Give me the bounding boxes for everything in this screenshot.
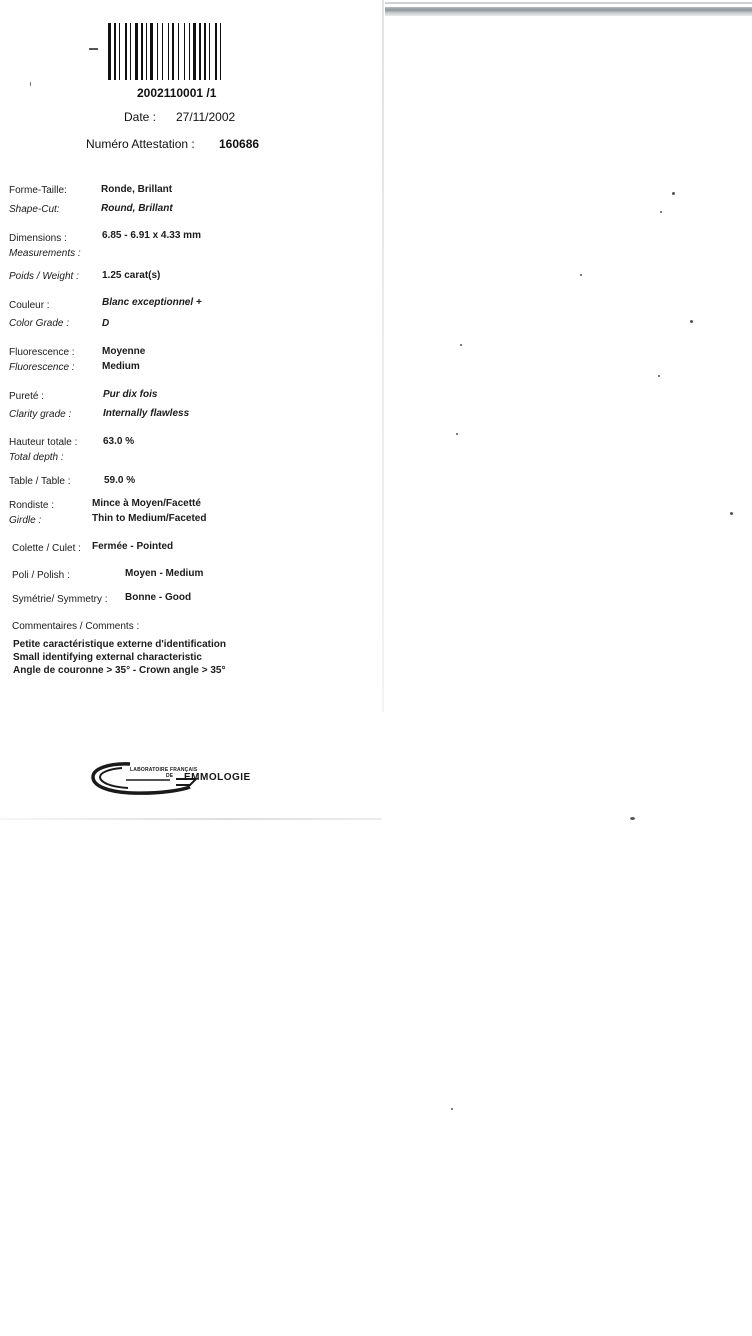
- girdle-label-en: Girdle :: [9, 515, 42, 526]
- scan-speck: [30, 82, 31, 86]
- barcode-bar: [207, 23, 208, 80]
- serial-number: 2002110001 /1: [137, 86, 217, 100]
- scan-speck: [660, 211, 662, 213]
- barcode-bar: [215, 23, 217, 80]
- culet-label: Colette / Culet :: [12, 543, 81, 554]
- fluorescence-label-fr: Fluorescence :: [9, 347, 75, 358]
- scan-speck: [451, 1108, 453, 1110]
- barcode-bar: [135, 23, 138, 80]
- logo-big-text: EMMOLOGIE: [184, 772, 251, 783]
- barcode-bar: [172, 23, 174, 80]
- shape-value-en: Round, Brillant: [101, 203, 173, 214]
- barcode-bar: [191, 23, 192, 80]
- barcode-bar: [144, 23, 145, 80]
- clarity-value-fr: Pur dix fois: [103, 389, 158, 400]
- barcode-bar: [218, 23, 219, 80]
- dimensions-label-en: Measurements :: [9, 248, 81, 259]
- barcode-bar: [164, 23, 167, 80]
- scan-speck: [630, 817, 635, 820]
- barcode-bar: [204, 23, 206, 80]
- barcode-bar: [175, 23, 177, 80]
- depth-label-en: Total depth :: [9, 452, 64, 463]
- date-label: Date :: [124, 110, 157, 124]
- barcode-bar: [119, 23, 120, 80]
- dimensions-value: 6.85 - 6.91 x 4.33 mm: [102, 230, 201, 241]
- sheet-right-edge: [382, 0, 384, 712]
- comment-line: Small identifying external characteristic: [13, 652, 202, 663]
- depth-label-fr: Hauteur totale :: [9, 437, 78, 448]
- barcode-bar: [184, 23, 185, 80]
- barcode-bar: [128, 23, 129, 80]
- scan-speck: [730, 512, 733, 515]
- barcode-bar: [199, 23, 201, 80]
- shape-label-fr: Forme-Taille:: [9, 185, 67, 196]
- scan-speck: [460, 344, 462, 346]
- barcode-bar: [114, 23, 116, 80]
- scanner-top-edge: [385, 2, 752, 16]
- barcode-bar: [132, 23, 134, 80]
- girdle-value-en: Thin to Medium/Faceted: [92, 513, 207, 524]
- clarity-label-fr: Pureté :: [9, 391, 45, 402]
- barcode-bar: [117, 23, 118, 80]
- barcode-bar: [220, 23, 221, 80]
- clarity-label-en: Clarity grade :: [9, 409, 72, 420]
- barcode-bar: [154, 23, 156, 80]
- color-value-en: D: [102, 318, 110, 329]
- barcode-bar: [186, 23, 188, 80]
- symmetry-value: Bonne - Good: [125, 592, 192, 603]
- barcode-bar: [178, 23, 179, 80]
- attestation-value: 160686: [219, 137, 260, 151]
- scan-speck: [690, 320, 693, 323]
- weight-value: 1.25 carat(s): [102, 270, 161, 281]
- weight-label: Poids / Weight :: [9, 271, 79, 282]
- barcode-bar: [197, 23, 198, 80]
- color-value-fr: Blanc exceptionnel +: [102, 297, 202, 308]
- barcode-bar: [162, 23, 163, 80]
- shape-label-en: Shape-Cut:: [9, 204, 60, 215]
- logo-de-text: DE: [166, 773, 174, 779]
- barcode-bar: [141, 23, 143, 80]
- comment-line: Petite caractéristique externe d'identification: [13, 639, 226, 650]
- barcode-bar: [222, 23, 224, 80]
- depth-value: 63.0 %: [103, 436, 135, 447]
- barcode-bar: [146, 23, 147, 80]
- color-label-fr: Couleur :: [9, 300, 50, 311]
- comment-line: Angle de couronne > 35° - Crown angle > 35°: [13, 665, 226, 676]
- scan-speck: [672, 192, 675, 195]
- barcode-bar: [108, 23, 111, 80]
- barcode-bar: [202, 23, 203, 80]
- barcode-bar: [168, 23, 169, 80]
- comments-label: Commentaires / Comments :: [12, 621, 140, 632]
- barcode-bar: [148, 23, 149, 80]
- barcode-bar: [130, 23, 131, 80]
- barcode-bar: [112, 23, 113, 80]
- fluorescence-value-fr: Moyenne: [102, 346, 146, 357]
- barcode-dash: [89, 48, 98, 50]
- sheet-bottom-edge: [0, 818, 382, 820]
- scan-speck: [658, 375, 660, 377]
- barcode-bar: [125, 23, 127, 80]
- barcode-bar: [157, 23, 158, 80]
- polish-label: Poli / Polish :: [12, 570, 70, 581]
- fluorescence-label-en: Fluorescence :: [9, 362, 75, 373]
- barcode-bar: [139, 23, 140, 80]
- barcode-bar: [209, 23, 210, 80]
- dimensions-label-fr: Dimensions :: [9, 233, 67, 244]
- culet-value: Fermée - Pointed: [92, 541, 174, 552]
- color-label-en: Color Grade :: [9, 318, 70, 329]
- table-label: Table / Table :: [9, 476, 71, 487]
- scan-speck: [580, 274, 582, 276]
- barcode-bar: [159, 23, 161, 80]
- symmetry-label: Symétrie/ Symmetry :: [12, 594, 108, 605]
- logo-small-text: LABORATOIRE FRANÇAIS: [130, 767, 198, 773]
- date-value: 27/11/2002: [176, 110, 236, 124]
- barcode-bar: [189, 23, 190, 80]
- table-value: 59.0 %: [104, 475, 136, 486]
- barcode-bar: [170, 23, 171, 80]
- attestation-label: Numéro Attestation :: [86, 137, 195, 151]
- clarity-value-en: Internally flawless: [103, 408, 190, 419]
- barcode: [108, 23, 254, 80]
- barcode-bar: [211, 23, 214, 80]
- barcode-bar: [193, 23, 196, 80]
- barcode-bar: [180, 23, 183, 80]
- barcode-bar: [121, 23, 124, 80]
- girdle-label-fr: Rondiste :: [9, 500, 55, 511]
- scan-speck: [456, 433, 458, 435]
- polish-value: Moyen - Medium: [125, 568, 204, 579]
- girdle-value-fr: Mince à Moyen/Facetté: [92, 498, 201, 509]
- fluorescence-value-en: Medium: [102, 361, 140, 372]
- barcode-bar: [150, 23, 153, 80]
- shape-value-fr: Ronde, Brillant: [101, 184, 173, 195]
